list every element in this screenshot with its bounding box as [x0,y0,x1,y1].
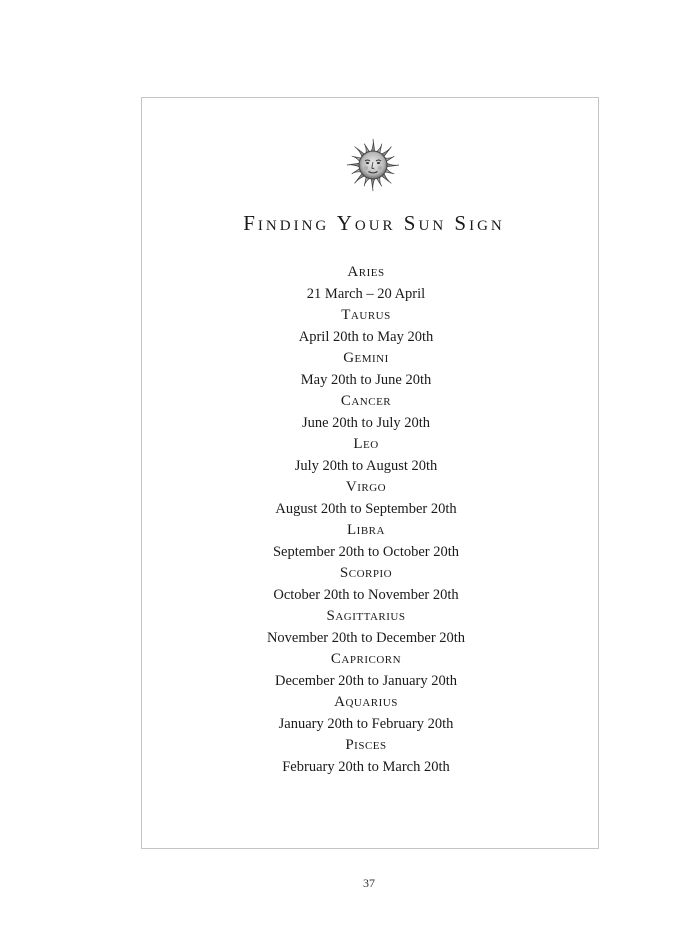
sign-entry [32,477,700,520]
sign-entry [32,735,700,778]
sign-name: Cancer [340,393,392,409]
sign-dates: December 20th to January 20th [274,672,457,689]
sign-name: Aquarius [334,694,398,710]
sign-dates: June 20th to July 20th [301,414,431,431]
sign-name: Aries [347,264,385,280]
sign-entry [32,563,700,606]
sign-name: Sagittarius [326,608,406,624]
sign-name: Libra [347,522,385,538]
sign-entry [32,305,700,348]
sign-name: Leo [353,436,379,452]
sign-dates: September 20th to October 20th [272,543,460,560]
sign-dates: April 20th to May 20th [298,328,434,345]
sign-entry [32,262,700,305]
sign-entry [32,649,700,692]
sign-dates: August 20th to September 20th [275,500,457,517]
sign-dates: February 20th to March 20th [282,758,450,775]
sign-name: Scorpio [339,565,393,581]
page-title: Finding Your Sun Sign [243,211,505,235]
sign-entry [32,606,700,649]
sign-name: Pisces [345,737,387,753]
sign-dates: January 20th to February 20th [278,715,454,732]
sign-entry [32,348,700,391]
sign-name: Capricorn [330,651,402,667]
sign-dates: July 20th to August 20th [294,457,438,474]
page-number: 37 [363,876,375,890]
sun-sign-list [0,262,700,778]
sign-entry [32,520,700,563]
sign-name: Gemini [343,350,389,366]
sign-name: Taurus [341,307,391,323]
sign-entry [32,692,700,735]
sign-entry [32,391,700,434]
sign-dates: May 20th to June 20th [300,371,432,388]
sign-dates: 21 March – 20 April [306,285,426,302]
sign-dates: October 20th to November 20th [273,586,459,603]
sign-dates: November 20th to December 20th [266,629,466,646]
sign-entry [32,434,700,477]
sign-name: Virgo [345,479,387,495]
sun-face-icon [346,138,400,192]
